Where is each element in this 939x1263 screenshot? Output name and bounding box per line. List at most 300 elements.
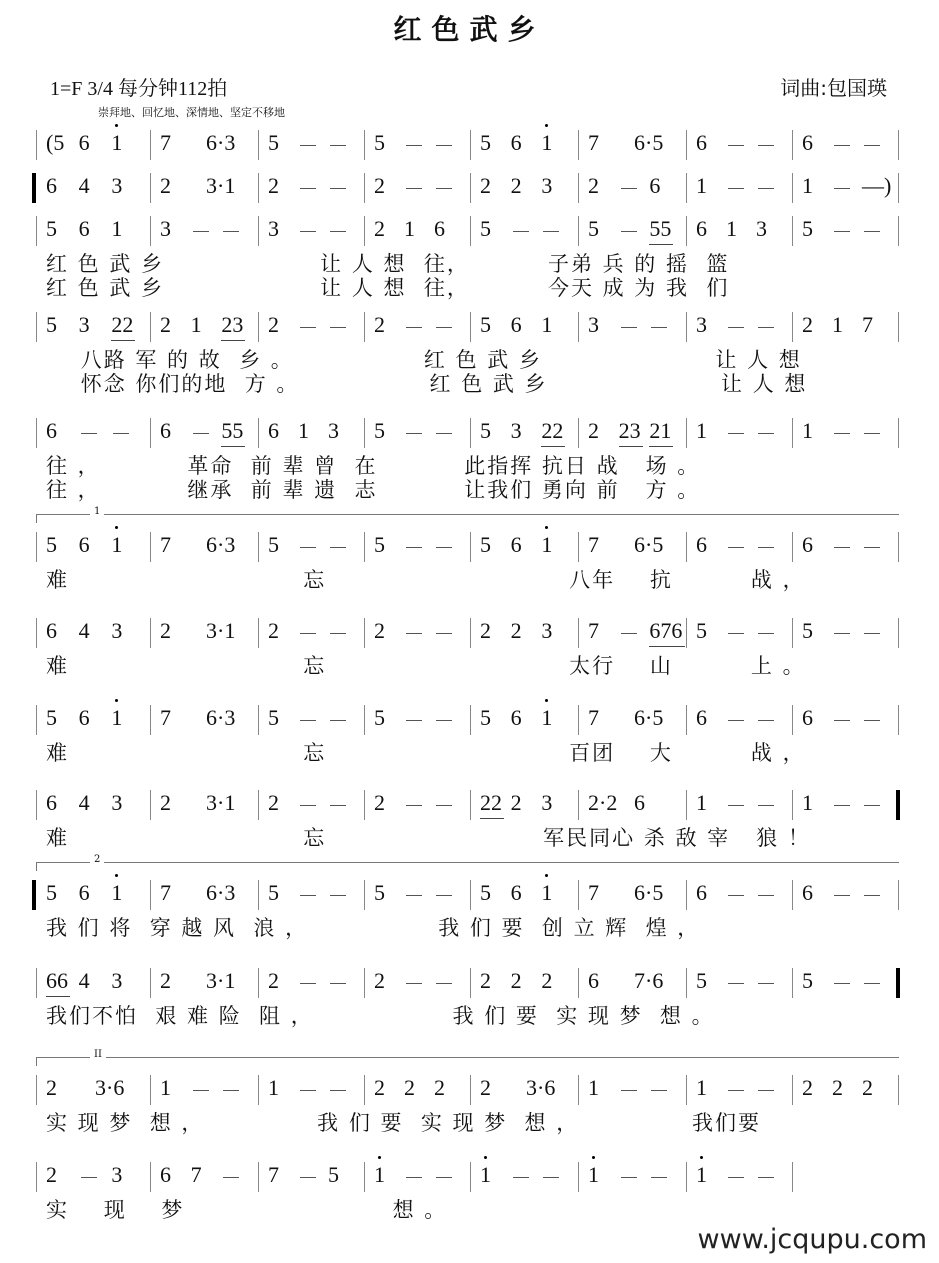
dash-extension [758, 1090, 774, 1091]
note: 6·5 [634, 130, 664, 155]
note: 5 [268, 705, 279, 730]
note: 1 [588, 1075, 599, 1100]
key-tempo: 1=F 3/4 每分钟112拍 [50, 78, 228, 100]
lyric-line: 我们不怕 艰 难 险 阻 ， 我 们 要 实 现 梦 想 。 [46, 1004, 715, 1028]
note: 6·3 [206, 532, 236, 557]
note: 1 [832, 312, 843, 337]
dash-extension [436, 1177, 452, 1178]
barline [150, 618, 151, 648]
note: 2 [160, 173, 171, 198]
barline [578, 418, 579, 448]
note: 55 [221, 418, 244, 443]
score-row [0, 122, 939, 162]
eighth-underline [46, 996, 70, 997]
dash-extension [621, 1090, 637, 1091]
note: 2 [46, 1162, 57, 1187]
note: 5 [480, 532, 491, 557]
dash-extension [330, 547, 346, 548]
score-row [0, 304, 939, 396]
dash-extension [864, 633, 880, 634]
lyric-line: 往 ， 继承 前 辈 遗 志 让我们 勇向 前 方 。 [46, 478, 701, 502]
note: 6 [268, 418, 279, 443]
note: 1 [268, 1075, 279, 1100]
barline [898, 173, 899, 203]
dash-extension [651, 1090, 667, 1091]
dash-extension [436, 327, 452, 328]
note: 1 [298, 418, 309, 443]
high-octave-dot [115, 124, 118, 127]
note: 5 [802, 216, 813, 241]
high-octave-dot [115, 874, 118, 877]
barline [686, 968, 687, 998]
barline [898, 1075, 899, 1105]
note: 23 [618, 418, 641, 443]
note: 2 [802, 1075, 813, 1100]
dash-extension [864, 145, 880, 146]
barline [470, 880, 471, 910]
note: 7 [160, 532, 171, 557]
note: 5 [268, 532, 279, 557]
lyric-line: 难 忘 八年 抗 战 ， [46, 568, 806, 592]
note: 6 [46, 618, 57, 643]
dash-extension [864, 720, 880, 721]
note: 21 [649, 418, 672, 443]
barline [470, 618, 471, 648]
dash-extension [543, 1177, 559, 1178]
barline [898, 130, 899, 160]
note: 2 [374, 618, 385, 643]
note: 1 [111, 705, 123, 730]
barline [150, 216, 151, 246]
barline [898, 532, 899, 562]
dash-extension [728, 547, 744, 548]
note: 7 [588, 618, 599, 643]
barline [792, 216, 793, 246]
dash-extension [330, 145, 346, 146]
note: 2 [268, 618, 279, 643]
note: 5 [374, 130, 385, 155]
note: 5 [374, 880, 385, 905]
barline [470, 968, 471, 998]
note: 1 [541, 130, 553, 155]
barline [150, 1162, 151, 1192]
dash-extension [300, 983, 316, 984]
eighth-underline [480, 818, 504, 819]
repeat-end-barline [896, 790, 900, 820]
note: 3·1 [206, 790, 236, 815]
dash-extension [436, 433, 452, 434]
note: 6 [510, 532, 522, 557]
volta-label: 2 [90, 854, 104, 865]
note: 1 [190, 312, 202, 337]
high-octave-dot [545, 124, 548, 127]
note: 2 [510, 790, 522, 815]
barline [258, 312, 259, 342]
note: 1 [802, 173, 813, 198]
note: 2 [374, 790, 385, 815]
note: 1 [696, 418, 707, 443]
barline [578, 880, 579, 910]
note: —) [862, 173, 892, 198]
note: 7 [160, 130, 171, 155]
barline [150, 312, 151, 342]
dash-extension [758, 895, 774, 896]
dash-extension [758, 327, 774, 328]
dash-extension [406, 327, 422, 328]
note: 6 [696, 216, 707, 241]
barline [578, 312, 579, 342]
note: 6 [78, 532, 90, 557]
note: 2 [588, 418, 599, 443]
note: 6 [696, 705, 707, 730]
note: 1 [541, 880, 553, 905]
lyric-line: 难 忘 军民同心 杀 敌 宰 狼 ！ [46, 826, 811, 850]
barline [470, 705, 471, 735]
barline [578, 1162, 579, 1192]
lyric-line: 难 忘 太行 山 上 。 [46, 654, 806, 678]
volta-label: II [90, 1049, 106, 1060]
barline [36, 1075, 37, 1105]
note: 7 [160, 880, 171, 905]
note: 3 [111, 618, 123, 643]
note: 2 [480, 968, 491, 993]
note: 3 [541, 173, 553, 198]
dash-extension [436, 983, 452, 984]
dash-extension [300, 805, 316, 806]
dash-extension [621, 633, 637, 634]
note: 1 [111, 216, 123, 241]
note: 2 [160, 790, 171, 815]
barline [36, 790, 37, 820]
note: 66 [46, 968, 68, 993]
dash-extension [300, 188, 316, 189]
dash-extension [406, 983, 422, 984]
barline [258, 790, 259, 820]
note: 6 [46, 790, 57, 815]
dash-extension [406, 895, 422, 896]
dash-extension [436, 633, 452, 634]
barline [792, 532, 793, 562]
barline [686, 532, 687, 562]
note: 2 [268, 790, 279, 815]
dash-extension [834, 720, 850, 721]
dash-extension [436, 895, 452, 896]
note: 2 [832, 1075, 843, 1100]
barline [36, 418, 37, 448]
dash-extension [864, 547, 880, 548]
barline [36, 216, 37, 246]
note: 5 [696, 968, 707, 993]
barline [792, 705, 793, 735]
dash-extension [834, 895, 850, 896]
volta-label: 1 [90, 506, 104, 517]
dash-extension [406, 145, 422, 146]
dash-extension [300, 895, 316, 896]
eighth-underline [541, 446, 565, 447]
note: 6·5 [634, 532, 664, 557]
barline [258, 1162, 259, 1192]
note: 2 [374, 173, 385, 198]
dash-extension [728, 145, 744, 146]
dash-extension [330, 327, 346, 328]
barline [898, 312, 899, 342]
barline [792, 1075, 793, 1105]
barline [258, 880, 259, 910]
note: 4 [78, 790, 90, 815]
barline [364, 216, 365, 246]
note: 6 [696, 532, 707, 557]
dash-extension [758, 188, 774, 189]
barline [686, 173, 687, 203]
score-row [0, 410, 939, 502]
score-row [0, 208, 939, 300]
barline [470, 173, 471, 203]
volta-bracket [36, 862, 899, 871]
note: 5 [328, 1162, 339, 1187]
note: 5 [588, 216, 599, 241]
note: 5 [480, 216, 491, 241]
lyric-line: 八路 军 的 故 乡 。 红 色 武 乡 让 人 想 [46, 348, 802, 372]
score-row [0, 165, 939, 205]
barline [686, 705, 687, 735]
note: 5 [480, 418, 491, 443]
barline [470, 1162, 471, 1192]
dash-extension [621, 188, 637, 189]
dash-extension [513, 231, 529, 232]
note: 4 [78, 173, 90, 198]
high-octave-dot [545, 874, 548, 877]
note: 6 [802, 880, 813, 905]
repeat-end-barline [896, 968, 900, 998]
barline [258, 968, 259, 998]
barline [36, 705, 37, 735]
barline [898, 705, 899, 735]
barline [792, 1162, 793, 1192]
barline [470, 1075, 471, 1105]
note: 2 [268, 173, 279, 198]
dash-extension [834, 188, 850, 189]
note: 7 [190, 1162, 202, 1187]
note: 6·3 [206, 705, 236, 730]
note: 3 [541, 790, 553, 815]
note: 3 [111, 968, 123, 993]
dash-extension [864, 895, 880, 896]
note: 2 [862, 1075, 873, 1100]
note: 2 [588, 173, 599, 198]
note: 2·2 [588, 790, 618, 815]
note: 3·1 [206, 618, 236, 643]
dash-extension [621, 231, 637, 232]
barline [36, 618, 37, 648]
barline [792, 130, 793, 160]
dash-extension [728, 1177, 744, 1178]
barline [686, 880, 687, 910]
barline [258, 705, 259, 735]
note: 3·1 [206, 968, 236, 993]
volta-bracket [36, 514, 899, 523]
barline [364, 173, 365, 203]
note: 6·3 [206, 130, 236, 155]
note: 1 [696, 1075, 707, 1100]
note: 1 [541, 312, 553, 337]
dash-extension [436, 188, 452, 189]
barline [578, 968, 579, 998]
note: 1 [726, 216, 737, 241]
barline [792, 790, 793, 820]
high-octave-dot [545, 526, 548, 529]
note: 3·1 [206, 173, 236, 198]
barline [578, 618, 579, 648]
dash-extension [330, 805, 346, 806]
note: 7 [588, 705, 599, 730]
dash-extension [621, 327, 637, 328]
note: 1 [404, 216, 415, 241]
dash-extension [758, 433, 774, 434]
note: 22 [480, 790, 502, 815]
note: 2 [160, 312, 171, 337]
note: 1 [111, 880, 123, 905]
barline [364, 130, 365, 160]
note: 7 [862, 312, 873, 337]
note: 5 [802, 968, 813, 993]
dash-extension [193, 231, 209, 232]
note: 6 [46, 173, 57, 198]
note: 3 [111, 173, 123, 198]
note: 55 [649, 216, 672, 241]
note: 5 [480, 312, 491, 337]
barline [578, 216, 579, 246]
dash-extension [728, 188, 744, 189]
note: 1 [696, 173, 707, 198]
dash-extension [651, 1177, 667, 1178]
barline [686, 1162, 687, 1192]
barline [258, 618, 259, 648]
note: 7·6 [634, 968, 664, 993]
barline [578, 790, 579, 820]
barline [258, 130, 259, 160]
note: 1 [111, 532, 123, 557]
eighth-underline [619, 446, 643, 447]
note: 2 [46, 1075, 57, 1100]
note: 7 [268, 1162, 279, 1187]
barline [364, 790, 365, 820]
eighth-underline [221, 340, 245, 341]
barline [898, 216, 899, 246]
note: 2 [374, 968, 385, 993]
eighth-underline [649, 244, 673, 245]
dash-extension [300, 231, 316, 232]
note: 5 [268, 130, 279, 155]
dash-extension [728, 1090, 744, 1091]
barline [258, 418, 259, 448]
high-octave-dot [592, 1156, 595, 1159]
note: 5 [268, 880, 279, 905]
dash-extension [864, 231, 880, 232]
dash-extension [81, 433, 97, 434]
dash-extension [330, 1090, 346, 1091]
dash-extension [436, 805, 452, 806]
note: 6 [510, 880, 522, 905]
note: 2 [802, 312, 813, 337]
lyric-line: 往 ， 革命 前 辈 曾 在 此指挥 抗日 战 场 。 [46, 454, 701, 478]
dash-extension [834, 145, 850, 146]
note: 7 [588, 880, 599, 905]
barline [792, 418, 793, 448]
note: 3 [111, 790, 123, 815]
high-octave-dot [378, 1156, 381, 1159]
note: 5 [696, 618, 707, 643]
note: 6 [160, 418, 171, 443]
dash-extension [621, 1177, 637, 1178]
watermark: www.jcqupu.com [697, 1224, 927, 1255]
barline [258, 532, 259, 562]
note: 1 [541, 705, 553, 730]
score-row [0, 782, 939, 850]
barline [792, 880, 793, 910]
dash-extension [406, 547, 422, 548]
dash-extension [193, 1090, 209, 1091]
expression-marking: 崇拜地、回忆地、深情地、坚定不移地 [98, 106, 285, 119]
lyric-line: 红 色 武 乡 让 人 想 往， 子弟 兵 的 摇 篮 [46, 252, 730, 276]
dash-extension [300, 327, 316, 328]
barline [686, 790, 687, 820]
dash-extension [300, 1090, 316, 1091]
dash-extension [406, 720, 422, 721]
dash-extension [834, 547, 850, 548]
note: (5 [46, 130, 65, 155]
high-octave-dot [115, 526, 118, 529]
dash-extension [758, 633, 774, 634]
note: 5 [46, 705, 57, 730]
note: 5 [46, 216, 57, 241]
note: 1 [802, 418, 813, 443]
dash-extension [758, 805, 774, 806]
barline [150, 1075, 151, 1105]
note: 6 [649, 173, 661, 198]
lyric-line: 难 忘 百团 大 战 ， [46, 741, 806, 765]
note: 6 [802, 130, 813, 155]
note: 2 [268, 312, 279, 337]
dash-extension [223, 231, 239, 232]
barline [792, 968, 793, 998]
barline [686, 216, 687, 246]
note: 3 [328, 418, 339, 443]
barline [686, 1075, 687, 1105]
dash-extension [406, 805, 422, 806]
note: 2 [510, 618, 522, 643]
barline [364, 532, 365, 562]
barline [364, 1162, 365, 1192]
repeat-start-barline [32, 173, 36, 203]
note: 3 [541, 618, 553, 643]
dash-extension [758, 1177, 774, 1178]
barline [258, 173, 259, 203]
note: 7 [588, 532, 599, 557]
note: 1 [541, 532, 553, 557]
note: 2 [404, 1075, 415, 1100]
dash-extension [864, 433, 880, 434]
eighth-underline [111, 340, 135, 341]
note: 5 [46, 532, 57, 557]
note: 2 [374, 216, 385, 241]
dash-extension [834, 231, 850, 232]
barline [578, 130, 579, 160]
lyric-line: 实 现 梦 想 。 [46, 1198, 448, 1222]
barline [470, 418, 471, 448]
dash-extension [113, 433, 129, 434]
barline [898, 418, 899, 448]
note: 1 [588, 1162, 599, 1187]
